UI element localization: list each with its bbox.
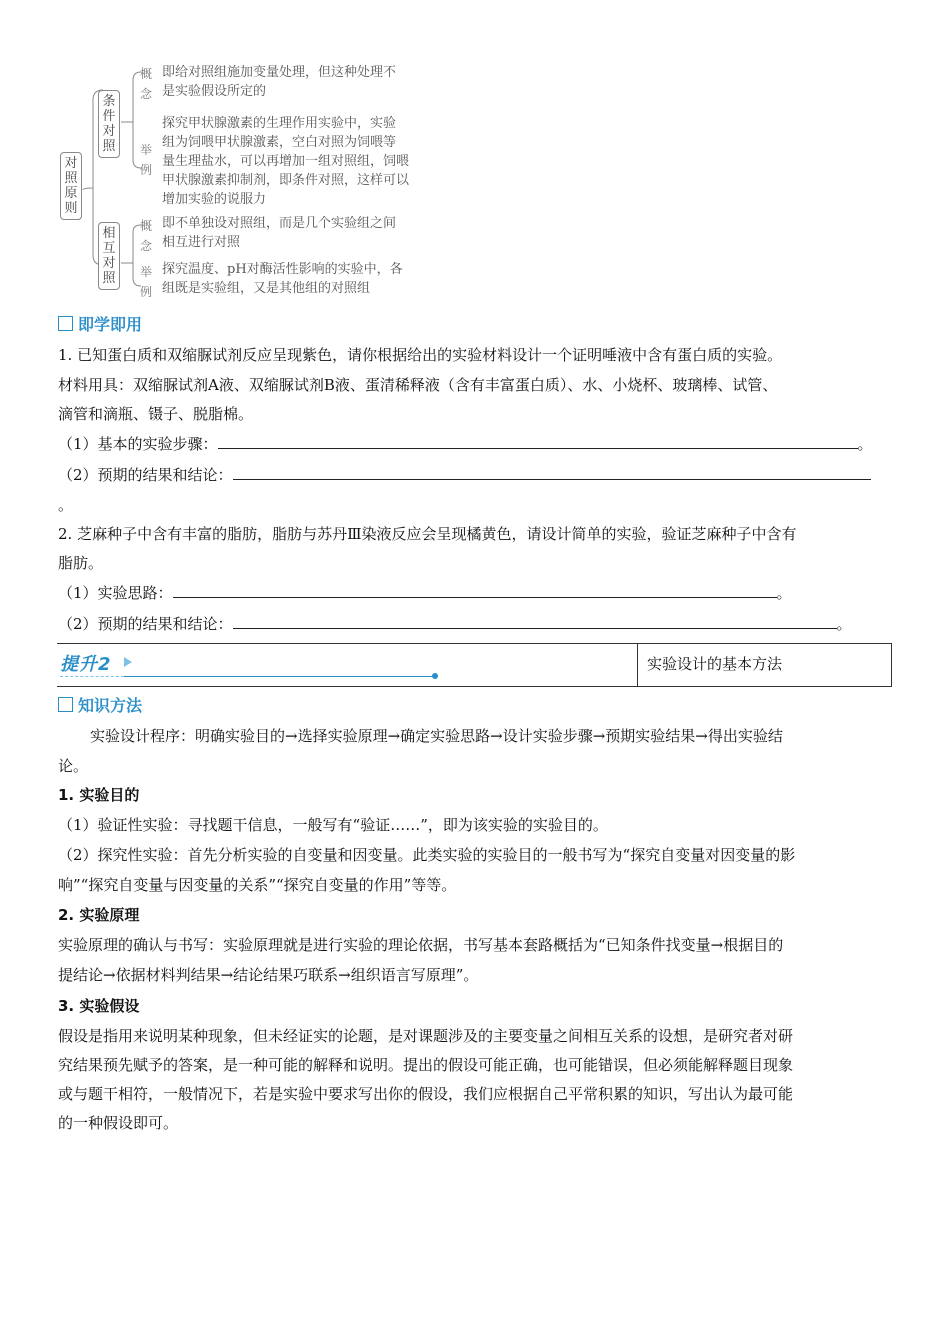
example-1-line-4: 甲状腺激素抑制剂，即条件对照，这样可以 (162, 173, 410, 188)
banner-tag (60, 650, 112, 676)
branch-label-condition: 条件对照 (98, 90, 120, 158)
hypothesis-line1: 假设是指用来说明某种现象，但未经证实的论题，是对课题涉及的主要变量之间相互关系的设想，是研究者对研 (58, 1027, 794, 1045)
banner-underline-dashed (60, 676, 124, 677)
principle-line1: 实验原理的确认与书写：实验原理就是进行实验的理论依据，书写基本套路概括为“已知条件找变量→根据目的 (58, 936, 784, 954)
diagram-root-label: 对照原则 (60, 152, 82, 220)
checkbox-square-icon (58, 316, 73, 331)
banner-underline (124, 676, 435, 677)
hypothesis-line2: 究结果预先赋予的答案，是一种可能的解释和说明。提出的假设可能正确，也可能错误，但必须能解释题目现象 (58, 1056, 794, 1074)
banner-tag-text: 提升 (60, 654, 98, 675)
q1-step1-answer-blank[interactable] (218, 430, 858, 449)
q2-step1-label: （1）实验思路： (58, 584, 173, 602)
concept-1-line-2: 是实验假设所定的 (162, 84, 267, 99)
example-tag-2: 举例 (139, 265, 152, 299)
q1-step2-label: （2）预期的结果和结论： (58, 466, 233, 484)
branch-label-mutual: 相互对照 (98, 222, 120, 290)
banner-title: 实验设计的基本方法 (647, 655, 783, 673)
section-title-method (58, 694, 142, 718)
example-text-1 (162, 114, 432, 209)
banner-top-rule (57, 643, 892, 644)
q2-step1-row (58, 578, 890, 608)
purpose-p2-line2: 响”“探究自变量与因变量的关系”“探究自变量的作用”等等。 (58, 876, 457, 894)
concept-2-line-2: 相互进行对照 (162, 235, 241, 250)
q2-step2-answer-blank[interactable] (233, 610, 837, 629)
concept-1-line-1: 即给对照组施加变量处理，但这种处理不 (162, 65, 397, 80)
q1-step2-answer-blank[interactable] (233, 461, 871, 480)
q2-step1-end: 。 (776, 584, 792, 602)
checkbox-square-icon (58, 697, 73, 712)
concept-tag-1: 概念 (139, 67, 152, 101)
q1-step2-row (58, 460, 890, 490)
hypothesis-line3: 或与题干相符，一般情况下，若是实验中要求写出你的假设，我们应根据自己平常积累的知识，写出认为最可能 (58, 1085, 794, 1103)
concept-tag-2: 概念 (139, 219, 152, 253)
concept-text-2 (162, 214, 432, 252)
q1-stem: 1. 已知蛋白质和双缩脲试剂反应呈现紫色，请你根据给出的实验材料设计一个证明唾液中含有蛋白质的实验。 (58, 346, 783, 364)
q2-stem-line1: 2. 芝麻种子中含有丰富的脂肪，脂肪与苏丹Ⅲ染液反应会呈现橘黄色，请设计简单的实验，验证芝麻种子中含有 (58, 525, 797, 543)
q1-step1-label: （1）基本的实验步骤： (58, 435, 218, 453)
q1-materials-line1: 材料用具：双缩脲试剂A液、双缩脲试剂B液、蛋清稀释液（含有丰富蛋白质）、水、小烧杯、玻璃棒、试管、 (58, 376, 778, 394)
banner-tag-number: 2 (98, 654, 112, 675)
purpose-p2-line1: （2）探究性实验：首先分析实验的自变量和因变量。此类实验的实验目的一般书写为“探究自变量对因变量的影 (58, 846, 796, 864)
q1-step1-end: 。 (857, 435, 873, 453)
section-title-practice-text: 即学即用 (78, 315, 143, 334)
example-1-line-1: 探究甲状腺激素的生理作用实验中，实验 (162, 116, 397, 131)
q2-step2-label: （2）预期的结果和结论： (58, 615, 233, 633)
concept-2-line-1: 即不单独设对照组，而是几个实验组之间 (162, 216, 397, 231)
intro-line1: 实验设计程序：明确实验目的→选择实验原理→确定实验思路→设计实验步骤→预期实验结果→得出实验结 (90, 727, 783, 745)
q1-step2-end: 。 (58, 496, 74, 514)
example-2-line-2: 组既是实验组，又是其他组的对照组 (162, 281, 371, 296)
example-2-line-1: 探究温度、pH对酶活性影响的实验中，各 (162, 262, 403, 277)
q1-materials-line2: 滴管和滴瓶、镊子、脱脂棉。 (58, 405, 254, 423)
example-1-line-5: 增加实验的说服力 (162, 192, 267, 207)
purpose-p1: （1）验证性实验：寻找题干信息，一般写有“验证……”，即为该实验的实验目的。 (58, 816, 608, 834)
example-tag-1: 举例 (139, 143, 152, 177)
heading-principle: 2. 实验原理 (58, 906, 140, 924)
heading-hypothesis: 3. 实验假设 (58, 997, 140, 1015)
q2-step2-row (58, 609, 890, 639)
banner-dot (432, 673, 438, 679)
concept-text-1 (162, 63, 432, 101)
banner-right-edge (891, 643, 892, 687)
intro-line2: 论。 (58, 757, 89, 775)
section-title-method-text: 知识方法 (78, 696, 143, 715)
example-1-line-2: 组为饲喂甲状腺激素，空白对照为饲喂等 (162, 135, 397, 150)
q1-step1-row (58, 429, 890, 459)
hypothesis-line4: 的一种假设即可。 (58, 1114, 179, 1132)
heading-purpose: 1. 实验目的 (58, 786, 140, 804)
q2-stem-line2: 脂肪。 (58, 554, 104, 572)
q2-step1-answer-blank[interactable] (173, 579, 777, 598)
banner-divider (637, 643, 638, 686)
section-title-practice (58, 313, 142, 337)
q2-step2-end: 。 (836, 615, 852, 633)
principle-line2: 提结论→依据材料判结果→结论结果巧联系→组织语言写原理”。 (58, 966, 479, 984)
example-text-2 (162, 260, 432, 298)
example-1-line-3: 量生理盐水，可以再增加一组对照组，饲喂 (162, 154, 410, 169)
play-triangle-icon (122, 655, 134, 669)
banner-bottom-rule (57, 686, 892, 687)
